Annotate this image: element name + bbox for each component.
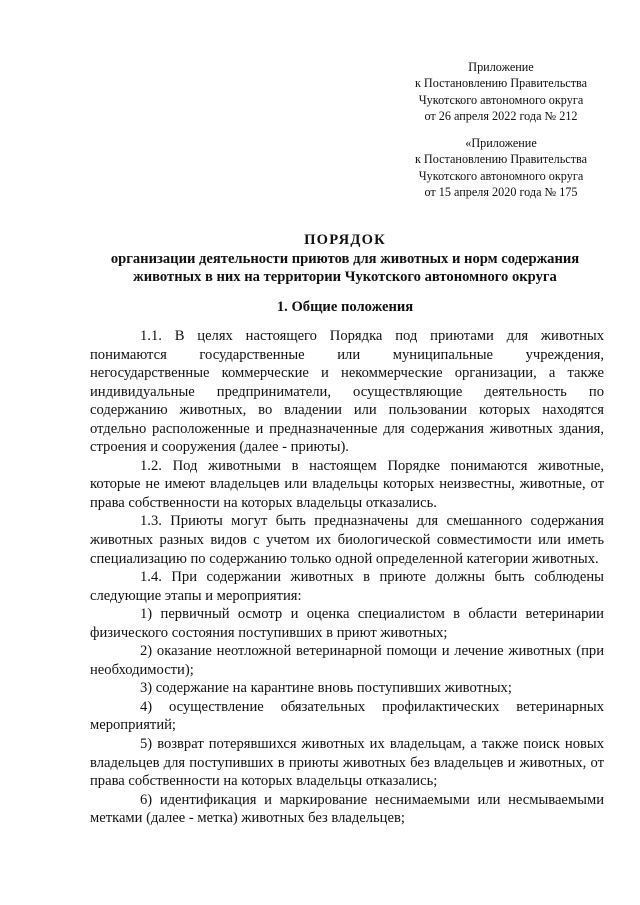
list-item-6: 6) идентификация и маркирование неснимаемыми или несмываемыми метками (далее - метка) животных без владельцев;: [90, 791, 604, 827]
paragraph-1-1: 1.1. В целях настоящего Порядка под приютами для животных понимаются государственные или муниципальные учреждения, негосударственные коммерческие и некоммерческие организации, а также индивидуальные предприниматели, осуществляющие деятельность по содержанию животных, во владении или пользовании которых находятся отдельно расположенные и предназначенные для содержания животных здания, строения и сооружения (далее - приюты).: [90, 328, 604, 456]
list-item-2: 2) оказание неотложной ветеринарной помощи и лечение животных (при необходимости);: [90, 643, 604, 678]
paragraph-1-2: 1.2. Под животными в настоящем Порядке понимаются животные, которые не имеют владельцев или владельцы которых неизвестны, животные, от права собственности на которых владельцы отказались.: [90, 457, 604, 511]
list-item-4: 4) осуществление обязательных профилактических ветеринарных мероприятий;: [90, 698, 604, 734]
appendix-line: от 26 апреля 2022 года № 212: [424, 109, 578, 124]
appendix-line: к Постановлению Правительства: [414, 152, 588, 167]
appendix-line: от 15 апреля 2020 года № 175: [424, 185, 578, 200]
paragraph-1-4: 1.4. При содержании животных в приюте должны быть соблюдены следующие этапы и мероприятия:: [90, 569, 604, 604]
appendix-line: Приложение: [468, 60, 534, 74]
appendix-line: Чукотского автономного округа: [418, 168, 584, 183]
list-item-3: 3) содержание на карантине вновь поступивших животных;: [140, 680, 512, 697]
list-item-5: 5) возврат потерявшихся животных их владельцам, а также поиск новых владельцев для поступивших в приюты животных без владельцев и животных, от права собственности на которых владельцы отказались;: [90, 736, 604, 790]
section-heading: 1. Общие положения: [276, 299, 414, 315]
document-subtitle-line: организации деятельности приютов для животных и норм содержания: [110, 250, 580, 267]
document-subtitle-line: животных в них на территории Чукотского автономного округа: [133, 269, 557, 286]
paragraph-1-3: 1.3. Приюты могут быть предназначены для смешанного содержания животных разных видов с учетом их биологической совместимости или иметь специализацию по содержанию только одной определенной категории животных.: [90, 513, 604, 567]
appendix-reference-current: [398, 59, 604, 125]
appendix-reference-previous: [398, 135, 604, 201]
appendix-line: Чукотского автономного округа: [418, 92, 584, 107]
document-title-main: ПОРЯДОК: [304, 232, 386, 248]
appendix-line: к Постановлению Правительства: [414, 76, 588, 91]
document-title: [80, 231, 610, 287]
list-item-1: 1) первичный осмотр и оценка специалистом в области ветеринарии физического состояния поступивших в приют животных;: [90, 606, 604, 641]
appendix-line: «Приложение: [465, 136, 537, 150]
document-body: [90, 327, 604, 828]
